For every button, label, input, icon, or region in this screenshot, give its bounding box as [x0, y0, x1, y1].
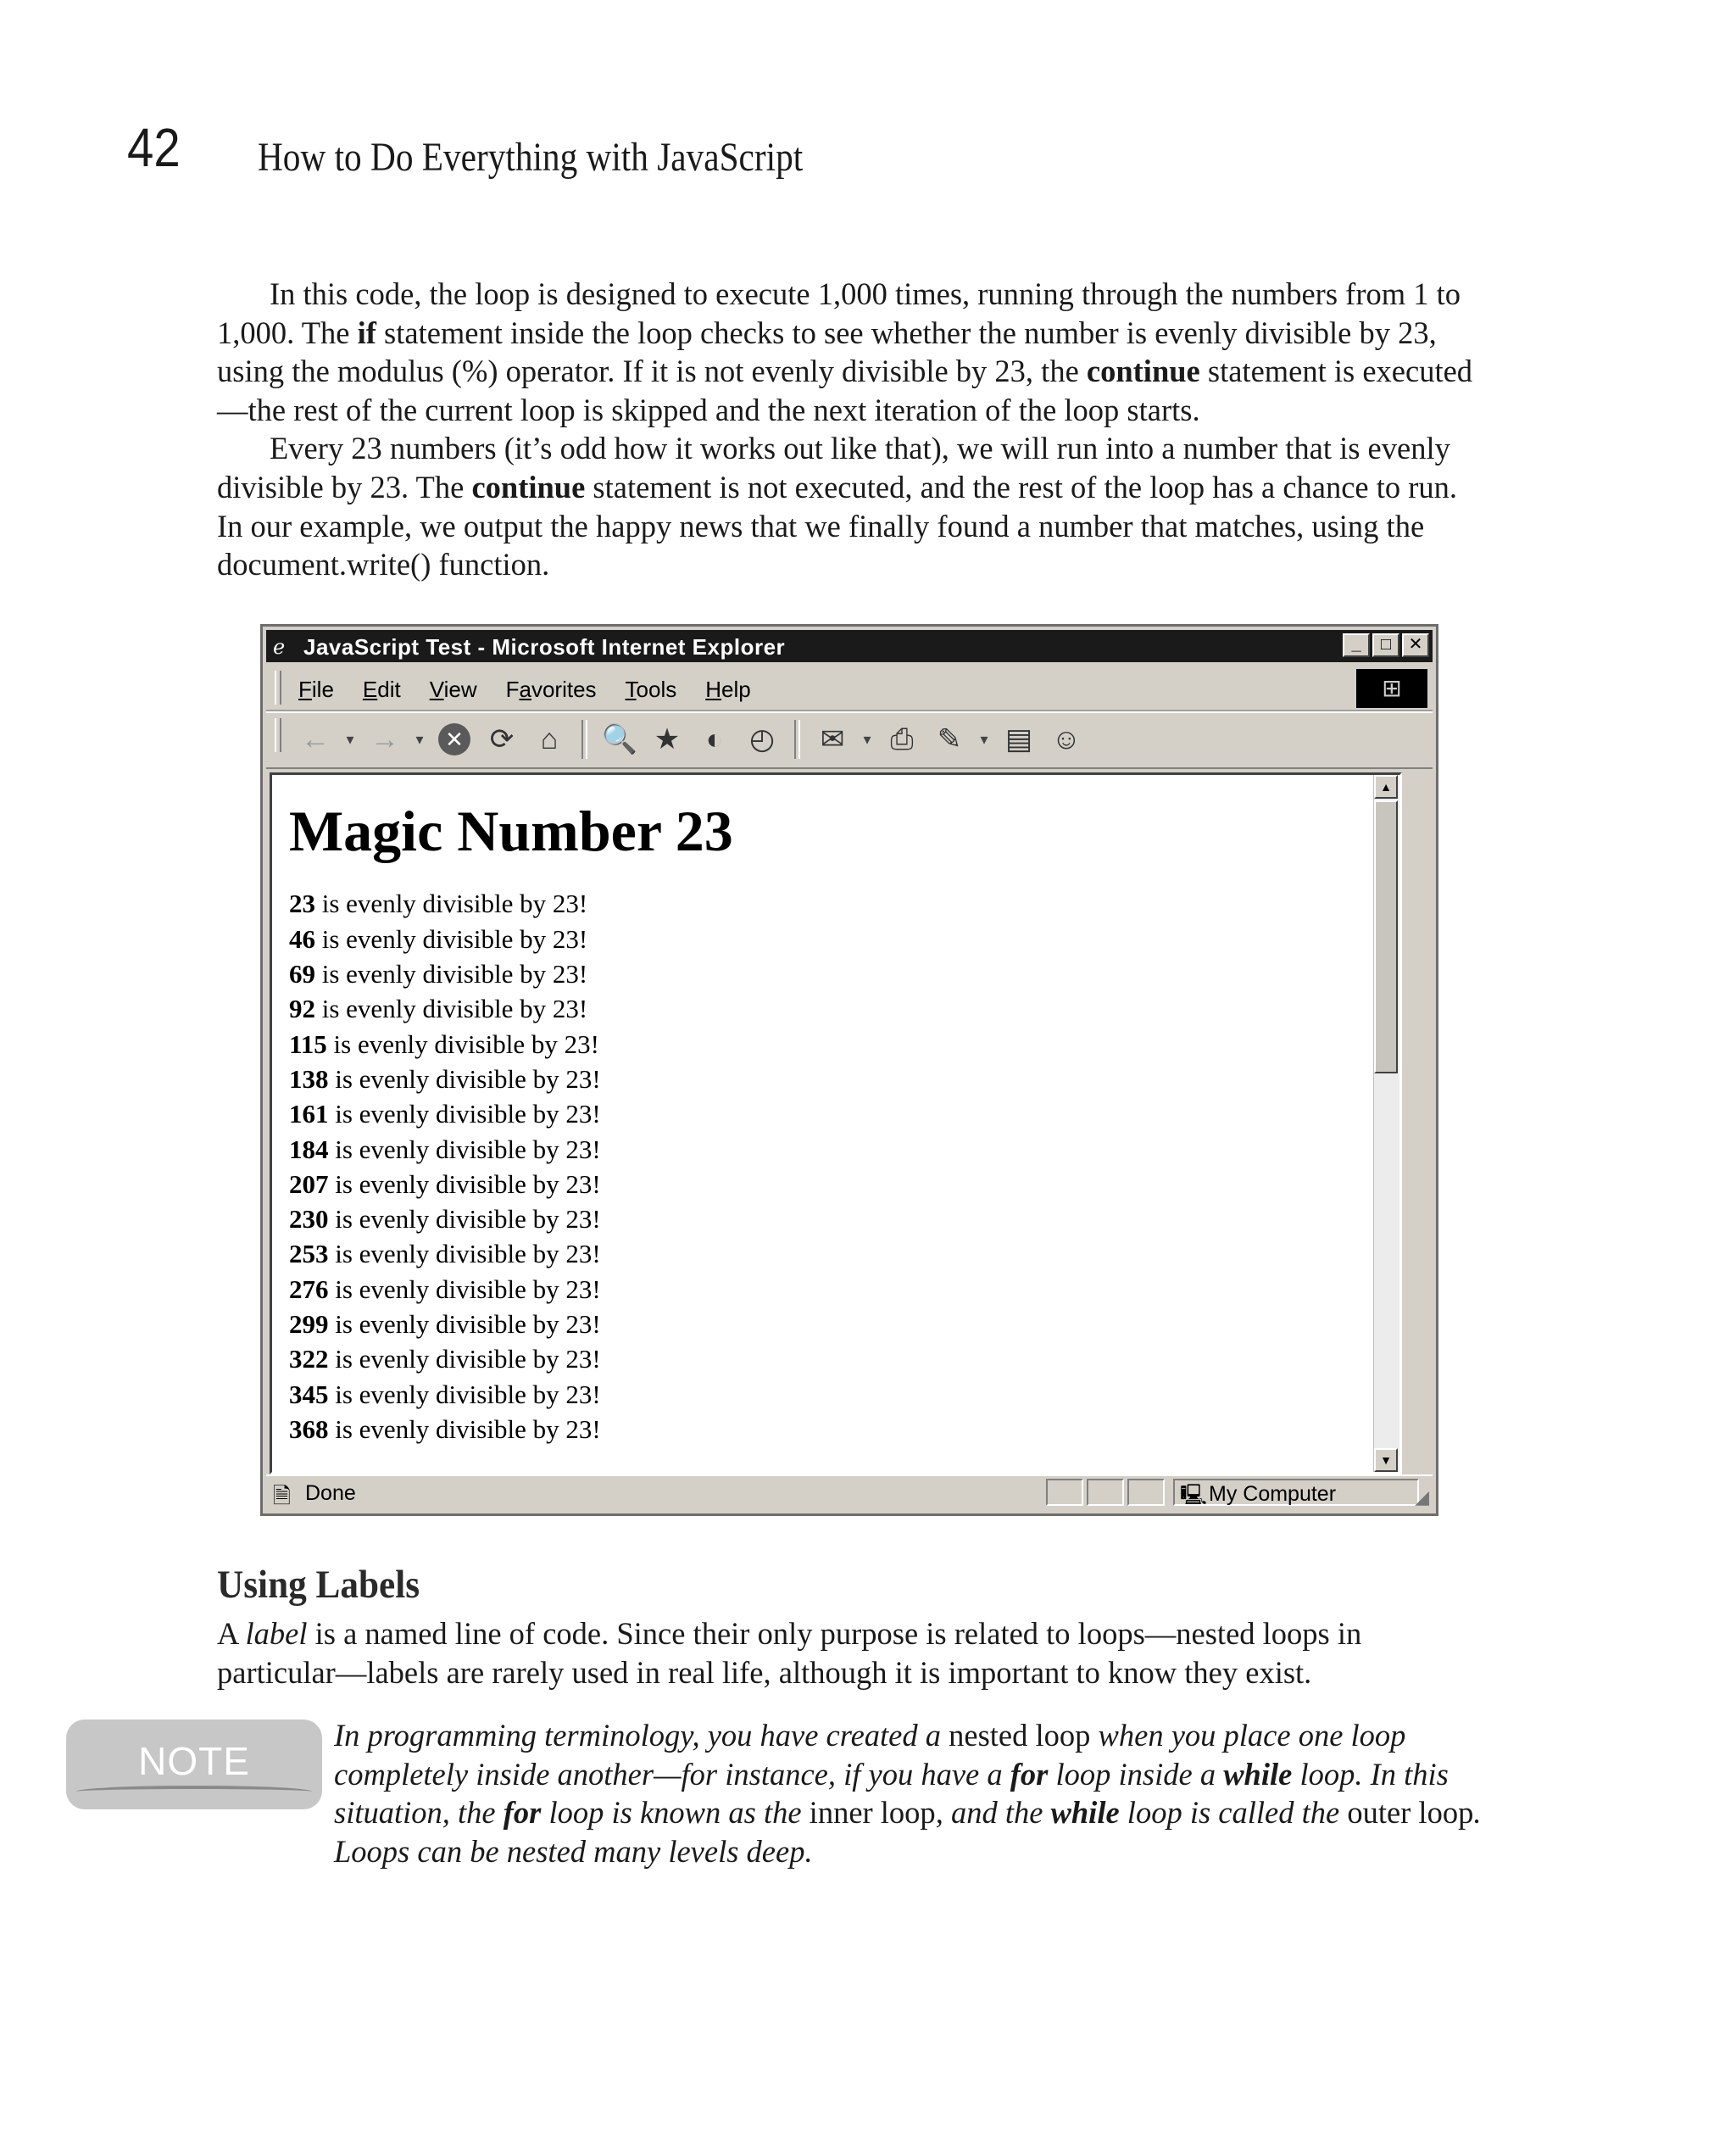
history-icon[interactable]: ◴ — [749, 723, 775, 755]
result-line: 207 is evenly divisible by 23! — [289, 1168, 601, 1199]
page-icon: 🗎 — [273, 1483, 291, 1508]
status-pane — [1127, 1479, 1165, 1506]
result-line: 184 is evenly divisible by 23! — [289, 1134, 601, 1164]
vertical-scrollbar[interactable] — [1373, 775, 1399, 1472]
keyword-while: while — [1050, 1795, 1120, 1831]
page-content — [289, 800, 1366, 1446]
window-controls — [1343, 633, 1429, 657]
mail-icon[interactable]: ✉ — [820, 723, 845, 755]
page-viewport[interactable] — [270, 772, 1402, 1474]
menu-item[interactable]: Help — [705, 677, 751, 702]
maximize-icon[interactable]: □ — [1372, 633, 1399, 657]
menu-grip[interactable] — [275, 671, 281, 705]
computer-icon: 🖳 — [1180, 1484, 1208, 1507]
keyword-continue: continue — [471, 469, 586, 504]
menu-item[interactable]: Favorites — [505, 677, 597, 702]
zone-label: My Computer — [1209, 1482, 1337, 1506]
running-title: How to Do Everything with JavaScript — [258, 135, 804, 180]
note-badge — [66, 1720, 322, 1809]
result-line: 69 is evenly divisible by 23! — [289, 959, 588, 989]
result-line: 230 is evenly divisible by 23! — [289, 1204, 601, 1235]
window-title: JavaScript Test - Microsoft Internet Explorer — [303, 634, 786, 660]
section-heading: Using Labels — [217, 1563, 420, 1607]
back-dropdown-icon[interactable]: ▾ — [346, 730, 354, 748]
menu-item[interactable]: View — [429, 677, 477, 702]
windows-logo-icon: ⊞ — [1356, 669, 1427, 708]
status-pane — [1046, 1479, 1083, 1506]
scroll-down-icon[interactable]: ▼ — [1374, 1448, 1398, 1472]
discuss-icon[interactable]: ▤ — [1004, 723, 1033, 755]
menu-bar — [266, 666, 1433, 711]
result-line: 23 is evenly divisible by 23! — [289, 889, 588, 919]
security-zone — [1173, 1479, 1419, 1506]
menu-item[interactable]: Tools — [625, 677, 677, 702]
messenger-icon[interactable]: ☺ — [1051, 723, 1082, 755]
note-swoosh — [76, 1786, 312, 1798]
status-bar — [266, 1474, 1433, 1510]
ie-icon: ℯ — [273, 636, 286, 659]
term-label: label — [245, 1616, 308, 1651]
page-number: 42 — [127, 117, 181, 178]
home-icon[interactable]: ⌂ — [540, 723, 559, 755]
keyword-continue: continue — [1086, 354, 1200, 389]
stop-icon[interactable]: ✕ — [438, 723, 470, 755]
term-outer-loop: outer loop — [1347, 1795, 1474, 1831]
result-line: 276 is evenly divisible by 23! — [289, 1274, 601, 1304]
forward-icon[interactable]: → — [370, 723, 399, 755]
result-line: 368 is evenly divisible by 23! — [289, 1413, 601, 1444]
result-line: 299 is evenly divisible by 23! — [289, 1309, 601, 1339]
browser-window-figure — [260, 624, 1438, 1516]
menu-item[interactable]: File — [298, 677, 334, 702]
forward-dropdown-icon[interactable]: ▾ — [415, 730, 424, 748]
result-line: 138 is evenly divisible by 23! — [289, 1063, 601, 1094]
media-icon[interactable]: ◐ — [705, 723, 724, 755]
result-line: 46 is evenly divisible by 23! — [289, 923, 588, 954]
toolbar-separator — [794, 720, 800, 759]
status-panes — [1046, 1479, 1165, 1506]
result-line: 161 is evenly divisible by 23! — [289, 1099, 601, 1129]
minimize-icon[interactable]: _ — [1343, 633, 1370, 657]
print-icon[interactable]: ⎙ — [890, 723, 914, 755]
result-line: 253 is evenly divisible by 23! — [289, 1239, 601, 1269]
result-line: 115 is evenly divisible by 23! — [289, 1028, 599, 1059]
keyword-while: while — [1223, 1756, 1293, 1792]
intro-text — [217, 275, 1482, 584]
menu-items — [298, 677, 751, 703]
result-list — [289, 886, 1366, 1446]
edit-icon[interactable]: ✎ — [937, 723, 962, 755]
title-bar[interactable] — [266, 630, 1433, 662]
note-label: NOTE — [138, 1739, 250, 1783]
favorites-icon[interactable]: ★ — [654, 723, 681, 755]
keyword-if: if — [357, 315, 376, 350]
keyword-for: for — [503, 1795, 542, 1831]
status-pane — [1087, 1479, 1124, 1506]
page-heading: Magic Number 23 — [289, 799, 733, 863]
search-icon[interactable]: 🔍 — [601, 723, 638, 755]
note-text: In programming terminology, you have created a nested loop when you place one loop completely inside another—for instance, if you have a for loop inside a while loop. In this situation, the for loop is known as the inner loop, and the while loop is called the outer loop. Loops can be nested many levels deep. — [334, 1718, 1482, 1869]
term-inner-loop: inner loop — [809, 1795, 936, 1831]
toolbar-grip[interactable] — [275, 718, 281, 752]
resize-grip-icon[interactable]: ◢ — [1415, 1486, 1429, 1508]
mail-dropdown-icon[interactable]: ▾ — [863, 730, 871, 748]
result-line: 345 is evenly divisible by 23! — [289, 1379, 601, 1409]
term-nested-loop: nested loop — [949, 1718, 1091, 1753]
section-paragraph: A label is a named line of code. Since their only purpose is related to loops—nested loops in particular—labels are rarely used in real life, although it is important to know they exist. — [217, 1616, 1362, 1690]
status-text: Done — [305, 1481, 356, 1505]
result-line: 322 is evenly divisible by 23! — [289, 1344, 601, 1374]
edit-dropdown-icon[interactable]: ▾ — [980, 730, 988, 748]
menu-item[interactable]: Edit — [362, 677, 401, 702]
keyword-for: for — [1010, 1756, 1049, 1792]
result-line: 92 is evenly divisible by 23! — [289, 994, 588, 1024]
close-icon[interactable]: ✕ — [1402, 633, 1429, 657]
scroll-thumb[interactable] — [1374, 800, 1398, 1073]
intro-paragraph-1: In this code, the loop is designed to execute 1,000 times, running through the numbers from 1 to 1,000. The if statement inside the loop checks to see whether the number is evenly divisible by 23, using the modulus (%) operator. If it is not evenly divisible by 23, the continue statement is executed—the rest of the current loop is skipped and the next iteration of the loop starts. — [217, 276, 1473, 427]
scroll-up-icon[interactable]: ▲ — [1374, 775, 1398, 799]
intro-paragraph-2: Every 23 numbers (it’s odd how it works out like that), we will run into a number that is evenly divisible by 23. The continue statement is not executed, and the rest of the loop has a chance to run. In our example, we output the happy news that we finally found a number that matches, using the document.write() function. — [217, 431, 1458, 582]
toolbar-separator — [581, 720, 587, 759]
back-icon[interactable]: ← — [301, 723, 330, 755]
refresh-icon[interactable]: ⟳ — [489, 723, 515, 755]
standard-toolbar — [266, 711, 1433, 769]
